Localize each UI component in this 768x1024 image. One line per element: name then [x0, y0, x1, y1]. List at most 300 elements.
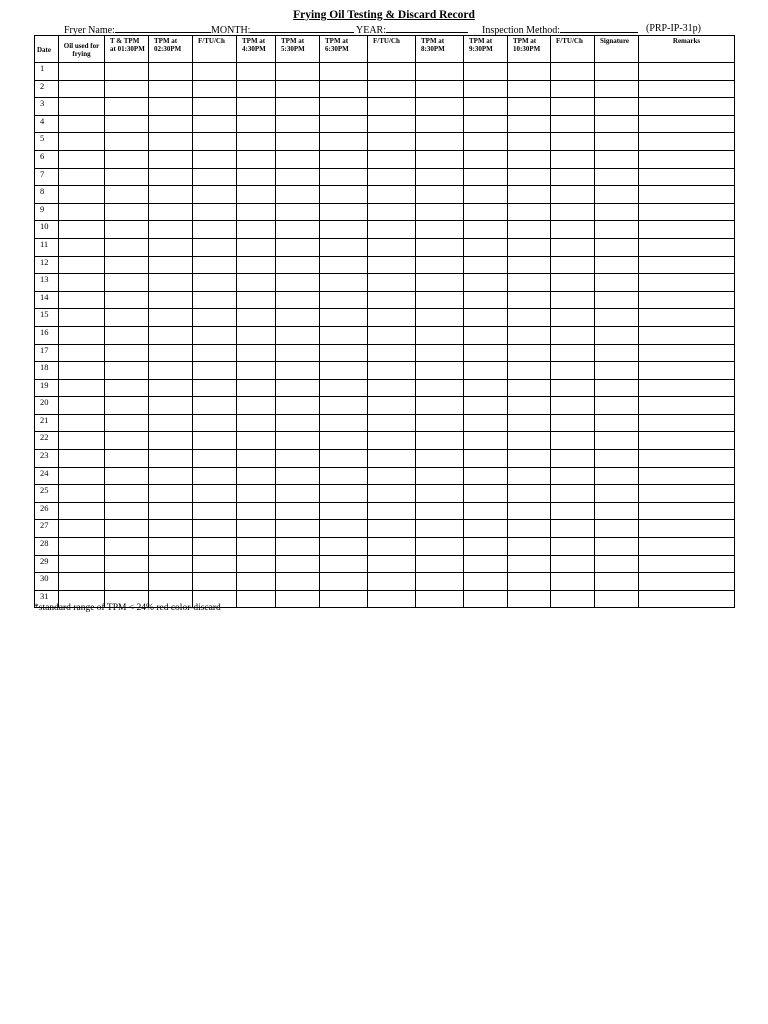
entry-cell[interactable]	[368, 238, 416, 256]
entry-cell[interactable]	[59, 538, 105, 556]
entry-cell[interactable]	[276, 362, 320, 380]
entry-cell[interactable]	[639, 450, 735, 468]
entry-cell[interactable]	[464, 538, 508, 556]
entry-cell[interactable]	[595, 344, 639, 362]
entry-cell[interactable]	[237, 98, 276, 116]
entry-cell[interactable]	[276, 520, 320, 538]
entry-cell[interactable]	[595, 485, 639, 503]
entry-cell[interactable]	[149, 150, 193, 168]
entry-cell[interactable]	[276, 432, 320, 450]
entry-cell[interactable]	[193, 432, 237, 450]
entry-cell[interactable]	[416, 256, 464, 274]
entry-cell[interactable]	[595, 326, 639, 344]
entry-cell[interactable]	[508, 555, 551, 573]
entry-cell[interactable]	[320, 80, 368, 98]
entry-cell[interactable]	[639, 520, 735, 538]
entry-cell[interactable]	[639, 485, 735, 503]
entry-cell[interactable]	[416, 450, 464, 468]
entry-cell[interactable]	[320, 326, 368, 344]
entry-cell[interactable]	[105, 98, 149, 116]
entry-cell[interactable]	[237, 203, 276, 221]
entry-cell[interactable]	[320, 432, 368, 450]
entry-cell[interactable]	[639, 150, 735, 168]
entry-cell[interactable]	[320, 133, 368, 151]
entry-cell[interactable]	[508, 573, 551, 591]
entry-cell[interactable]	[639, 397, 735, 415]
entry-cell[interactable]	[105, 63, 149, 81]
entry-cell[interactable]	[368, 80, 416, 98]
entry-cell[interactable]	[368, 309, 416, 327]
entry-cell[interactable]	[105, 502, 149, 520]
entry-cell[interactable]	[416, 520, 464, 538]
entry-cell[interactable]	[595, 573, 639, 591]
entry-cell[interactable]	[639, 309, 735, 327]
entry-cell[interactable]	[149, 98, 193, 116]
entry-cell[interactable]	[105, 115, 149, 133]
entry-cell[interactable]	[368, 520, 416, 538]
entry-cell[interactable]	[237, 221, 276, 239]
entry-cell[interactable]	[237, 502, 276, 520]
entry-cell[interactable]	[193, 238, 237, 256]
entry-cell[interactable]	[595, 150, 639, 168]
entry-cell[interactable]	[320, 186, 368, 204]
entry-cell[interactable]	[416, 379, 464, 397]
entry-cell[interactable]	[59, 555, 105, 573]
entry-cell[interactable]	[464, 432, 508, 450]
entry-cell[interactable]	[595, 186, 639, 204]
entry-cell[interactable]	[368, 63, 416, 81]
entry-cell[interactable]	[639, 573, 735, 591]
entry-cell[interactable]	[320, 150, 368, 168]
entry-cell[interactable]	[464, 502, 508, 520]
entry-cell[interactable]	[149, 414, 193, 432]
entry-cell[interactable]	[320, 115, 368, 133]
entry-cell[interactable]	[59, 450, 105, 468]
entry-cell[interactable]	[59, 221, 105, 239]
entry-cell[interactable]	[276, 256, 320, 274]
entry-cell[interactable]	[551, 450, 595, 468]
entry-cell[interactable]	[508, 344, 551, 362]
entry-cell[interactable]	[320, 590, 368, 608]
entry-cell[interactable]	[595, 555, 639, 573]
entry-cell[interactable]	[193, 274, 237, 292]
entry-cell[interactable]	[368, 502, 416, 520]
entry-cell[interactable]	[237, 485, 276, 503]
entry-cell[interactable]	[193, 256, 237, 274]
entry-cell[interactable]	[276, 186, 320, 204]
entry-cell[interactable]	[639, 538, 735, 556]
entry-cell[interactable]	[276, 80, 320, 98]
entry-cell[interactable]	[551, 502, 595, 520]
entry-cell[interactable]	[416, 590, 464, 608]
entry-cell[interactable]	[639, 256, 735, 274]
entry-cell[interactable]	[551, 274, 595, 292]
entry-cell[interactable]	[464, 238, 508, 256]
entry-cell[interactable]	[237, 344, 276, 362]
entry-cell[interactable]	[551, 520, 595, 538]
entry-cell[interactable]	[595, 379, 639, 397]
entry-cell[interactable]	[105, 450, 149, 468]
entry-cell[interactable]	[193, 362, 237, 380]
entry-cell[interactable]	[551, 186, 595, 204]
entry-cell[interactable]	[59, 203, 105, 221]
entry-cell[interactable]	[320, 238, 368, 256]
entry-cell[interactable]	[464, 186, 508, 204]
entry-cell[interactable]	[416, 274, 464, 292]
entry-cell[interactable]	[149, 203, 193, 221]
entry-cell[interactable]	[59, 115, 105, 133]
entry-cell[interactable]	[237, 309, 276, 327]
entry-cell[interactable]	[105, 362, 149, 380]
entry-cell[interactable]	[551, 397, 595, 415]
entry-cell[interactable]	[551, 362, 595, 380]
entry-cell[interactable]	[320, 63, 368, 81]
entry-cell[interactable]	[320, 291, 368, 309]
entry-cell[interactable]	[551, 98, 595, 116]
entry-cell[interactable]	[464, 133, 508, 151]
entry-cell[interactable]	[464, 573, 508, 591]
entry-cell[interactable]	[149, 274, 193, 292]
entry-cell[interactable]	[193, 291, 237, 309]
entry-cell[interactable]	[639, 379, 735, 397]
entry-cell[interactable]	[416, 432, 464, 450]
entry-cell[interactable]	[237, 538, 276, 556]
entry-cell[interactable]	[551, 326, 595, 344]
entry-cell[interactable]	[276, 414, 320, 432]
entry-cell[interactable]	[551, 538, 595, 556]
entry-cell[interactable]	[595, 203, 639, 221]
entry-cell[interactable]	[276, 115, 320, 133]
entry-cell[interactable]	[368, 168, 416, 186]
entry-cell[interactable]	[368, 467, 416, 485]
entry-cell[interactable]	[508, 414, 551, 432]
entry-cell[interactable]	[639, 362, 735, 380]
entry-cell[interactable]	[595, 274, 639, 292]
entry-cell[interactable]	[59, 133, 105, 151]
entry-cell[interactable]	[320, 397, 368, 415]
entry-cell[interactable]	[639, 63, 735, 81]
entry-cell[interactable]	[551, 238, 595, 256]
entry-cell[interactable]	[464, 309, 508, 327]
entry-cell[interactable]	[193, 203, 237, 221]
entry-cell[interactable]	[551, 168, 595, 186]
entry-cell[interactable]	[149, 115, 193, 133]
entry-cell[interactable]	[368, 98, 416, 116]
entry-cell[interactable]	[149, 379, 193, 397]
entry-cell[interactable]	[276, 344, 320, 362]
entry-cell[interactable]	[105, 555, 149, 573]
entry-cell[interactable]	[551, 203, 595, 221]
entry-cell[interactable]	[639, 590, 735, 608]
entry-cell[interactable]	[105, 467, 149, 485]
entry-cell[interactable]	[193, 186, 237, 204]
entry-cell[interactable]	[508, 379, 551, 397]
entry-cell[interactable]	[105, 274, 149, 292]
entry-cell[interactable]	[276, 538, 320, 556]
entry-cell[interactable]	[464, 221, 508, 239]
entry-cell[interactable]	[368, 203, 416, 221]
entry-cell[interactable]	[464, 379, 508, 397]
entry-cell[interactable]	[105, 379, 149, 397]
entry-cell[interactable]	[416, 397, 464, 415]
entry-cell[interactable]	[416, 555, 464, 573]
entry-cell[interactable]	[193, 150, 237, 168]
entry-cell[interactable]	[464, 362, 508, 380]
entry-cell[interactable]	[508, 186, 551, 204]
entry-cell[interactable]	[551, 555, 595, 573]
entry-cell[interactable]	[416, 115, 464, 133]
entry-cell[interactable]	[639, 203, 735, 221]
entry-cell[interactable]	[276, 397, 320, 415]
entry-cell[interactable]	[551, 221, 595, 239]
entry-cell[interactable]	[464, 520, 508, 538]
entry-cell[interactable]	[464, 590, 508, 608]
entry-cell[interactable]	[595, 450, 639, 468]
entry-cell[interactable]	[368, 150, 416, 168]
entry-cell[interactable]	[639, 238, 735, 256]
entry-cell[interactable]	[368, 590, 416, 608]
entry-cell[interactable]	[464, 80, 508, 98]
entry-cell[interactable]	[595, 291, 639, 309]
entry-cell[interactable]	[508, 485, 551, 503]
entry-cell[interactable]	[508, 238, 551, 256]
entry-cell[interactable]	[508, 98, 551, 116]
entry-cell[interactable]	[193, 221, 237, 239]
entry-cell[interactable]	[416, 538, 464, 556]
entry-cell[interactable]	[508, 362, 551, 380]
entry-cell[interactable]	[368, 414, 416, 432]
entry-cell[interactable]	[59, 414, 105, 432]
entry-cell[interactable]	[595, 133, 639, 151]
entry-cell[interactable]	[193, 467, 237, 485]
entry-cell[interactable]	[551, 309, 595, 327]
entry-cell[interactable]	[464, 256, 508, 274]
entry-cell[interactable]	[237, 590, 276, 608]
entry-cell[interactable]	[149, 555, 193, 573]
entry-cell[interactable]	[276, 98, 320, 116]
entry-cell[interactable]	[105, 186, 149, 204]
entry-cell[interactable]	[551, 133, 595, 151]
entry-cell[interactable]	[193, 344, 237, 362]
entry-cell[interactable]	[368, 573, 416, 591]
entry-cell[interactable]	[508, 432, 551, 450]
entry-cell[interactable]	[368, 450, 416, 468]
entry-cell[interactable]	[237, 379, 276, 397]
entry-cell[interactable]	[59, 238, 105, 256]
entry-cell[interactable]	[193, 538, 237, 556]
entry-cell[interactable]	[508, 256, 551, 274]
entry-cell[interactable]	[639, 414, 735, 432]
entry-cell[interactable]	[320, 555, 368, 573]
entry-cell[interactable]	[237, 573, 276, 591]
entry-cell[interactable]	[237, 238, 276, 256]
entry-cell[interactable]	[276, 590, 320, 608]
entry-cell[interactable]	[276, 274, 320, 292]
entry-cell[interactable]	[595, 168, 639, 186]
entry-cell[interactable]	[595, 520, 639, 538]
entry-cell[interactable]	[276, 133, 320, 151]
entry-cell[interactable]	[276, 379, 320, 397]
entry-cell[interactable]	[464, 203, 508, 221]
entry-cell[interactable]	[276, 150, 320, 168]
entry-cell[interactable]	[508, 63, 551, 81]
entry-cell[interactable]	[320, 221, 368, 239]
entry-cell[interactable]	[276, 168, 320, 186]
entry-cell[interactable]	[59, 397, 105, 415]
entry-cell[interactable]	[237, 362, 276, 380]
entry-cell[interactable]	[464, 450, 508, 468]
entry-cell[interactable]	[59, 150, 105, 168]
entry-cell[interactable]	[551, 344, 595, 362]
entry-cell[interactable]	[276, 309, 320, 327]
entry-cell[interactable]	[639, 432, 735, 450]
entry-cell[interactable]	[59, 274, 105, 292]
entry-cell[interactable]	[320, 168, 368, 186]
entry-cell[interactable]	[193, 502, 237, 520]
entry-cell[interactable]	[595, 432, 639, 450]
entry-cell[interactable]	[416, 238, 464, 256]
entry-cell[interactable]	[416, 203, 464, 221]
entry-cell[interactable]	[595, 538, 639, 556]
entry-cell[interactable]	[105, 221, 149, 239]
entry-cell[interactable]	[639, 326, 735, 344]
entry-cell[interactable]	[149, 221, 193, 239]
entry-cell[interactable]	[149, 485, 193, 503]
entry-cell[interactable]	[551, 590, 595, 608]
entry-cell[interactable]	[193, 80, 237, 98]
entry-cell[interactable]	[551, 467, 595, 485]
entry-cell[interactable]	[59, 485, 105, 503]
entry-cell[interactable]	[149, 291, 193, 309]
entry-cell[interactable]	[320, 362, 368, 380]
entry-cell[interactable]	[464, 467, 508, 485]
entry-cell[interactable]	[595, 309, 639, 327]
entry-cell[interactable]	[416, 98, 464, 116]
entry-cell[interactable]	[639, 344, 735, 362]
entry-cell[interactable]	[320, 520, 368, 538]
entry-cell[interactable]	[59, 186, 105, 204]
entry-cell[interactable]	[464, 150, 508, 168]
entry-cell[interactable]	[508, 590, 551, 608]
entry-cell[interactable]	[149, 168, 193, 186]
entry-cell[interactable]	[149, 397, 193, 415]
entry-cell[interactable]	[464, 274, 508, 292]
entry-cell[interactable]	[105, 573, 149, 591]
entry-cell[interactable]	[416, 80, 464, 98]
entry-cell[interactable]	[320, 450, 368, 468]
entry-cell[interactable]	[595, 63, 639, 81]
entry-cell[interactable]	[639, 291, 735, 309]
entry-cell[interactable]	[368, 291, 416, 309]
entry-cell[interactable]	[237, 168, 276, 186]
entry-cell[interactable]	[105, 485, 149, 503]
entry-cell[interactable]	[149, 450, 193, 468]
entry-cell[interactable]	[551, 256, 595, 274]
entry-cell[interactable]	[551, 291, 595, 309]
entry-cell[interactable]	[149, 238, 193, 256]
entry-cell[interactable]	[59, 379, 105, 397]
entry-cell[interactable]	[59, 291, 105, 309]
entry-cell[interactable]	[105, 238, 149, 256]
entry-cell[interactable]	[149, 362, 193, 380]
entry-cell[interactable]	[368, 274, 416, 292]
entry-cell[interactable]	[237, 414, 276, 432]
entry-cell[interactable]	[551, 63, 595, 81]
entry-cell[interactable]	[320, 502, 368, 520]
entry-cell[interactable]	[149, 538, 193, 556]
entry-cell[interactable]	[416, 221, 464, 239]
entry-cell[interactable]	[276, 326, 320, 344]
entry-cell[interactable]	[595, 467, 639, 485]
entry-cell[interactable]	[368, 221, 416, 239]
entry-cell[interactable]	[464, 63, 508, 81]
entry-cell[interactable]	[105, 150, 149, 168]
entry-cell[interactable]	[551, 485, 595, 503]
entry-cell[interactable]	[237, 80, 276, 98]
entry-cell[interactable]	[149, 344, 193, 362]
entry-cell[interactable]	[276, 467, 320, 485]
entry-cell[interactable]	[368, 133, 416, 151]
entry-cell[interactable]	[59, 432, 105, 450]
entry-cell[interactable]	[464, 115, 508, 133]
entry-cell[interactable]	[508, 203, 551, 221]
entry-cell[interactable]	[193, 555, 237, 573]
entry-cell[interactable]	[368, 362, 416, 380]
entry-cell[interactable]	[149, 573, 193, 591]
entry-cell[interactable]	[59, 344, 105, 362]
entry-cell[interactable]	[639, 80, 735, 98]
entry-cell[interactable]	[59, 309, 105, 327]
entry-cell[interactable]	[276, 555, 320, 573]
entry-cell[interactable]	[105, 80, 149, 98]
entry-cell[interactable]	[595, 502, 639, 520]
entry-cell[interactable]	[416, 326, 464, 344]
entry-cell[interactable]	[105, 309, 149, 327]
entry-cell[interactable]	[368, 379, 416, 397]
entry-cell[interactable]	[368, 186, 416, 204]
entry-cell[interactable]	[639, 555, 735, 573]
entry-cell[interactable]	[368, 344, 416, 362]
entry-cell[interactable]	[639, 133, 735, 151]
entry-cell[interactable]	[149, 63, 193, 81]
entry-cell[interactable]	[320, 538, 368, 556]
entry-cell[interactable]	[105, 538, 149, 556]
entry-cell[interactable]	[508, 133, 551, 151]
entry-cell[interactable]	[105, 397, 149, 415]
entry-cell[interactable]	[193, 115, 237, 133]
entry-cell[interactable]	[320, 256, 368, 274]
entry-cell[interactable]	[237, 291, 276, 309]
entry-cell[interactable]	[508, 520, 551, 538]
entry-cell[interactable]	[59, 80, 105, 98]
entry-cell[interactable]	[464, 485, 508, 503]
entry-cell[interactable]	[193, 414, 237, 432]
entry-cell[interactable]	[551, 150, 595, 168]
entry-cell[interactable]	[508, 168, 551, 186]
entry-cell[interactable]	[508, 450, 551, 468]
entry-cell[interactable]	[149, 309, 193, 327]
entry-cell[interactable]	[416, 63, 464, 81]
entry-cell[interactable]	[464, 98, 508, 116]
entry-cell[interactable]	[464, 414, 508, 432]
entry-cell[interactable]	[416, 502, 464, 520]
entry-cell[interactable]	[149, 186, 193, 204]
entry-cell[interactable]	[416, 485, 464, 503]
entry-cell[interactable]	[416, 344, 464, 362]
entry-cell[interactable]	[105, 256, 149, 274]
entry-cell[interactable]	[320, 573, 368, 591]
entry-cell[interactable]	[551, 414, 595, 432]
